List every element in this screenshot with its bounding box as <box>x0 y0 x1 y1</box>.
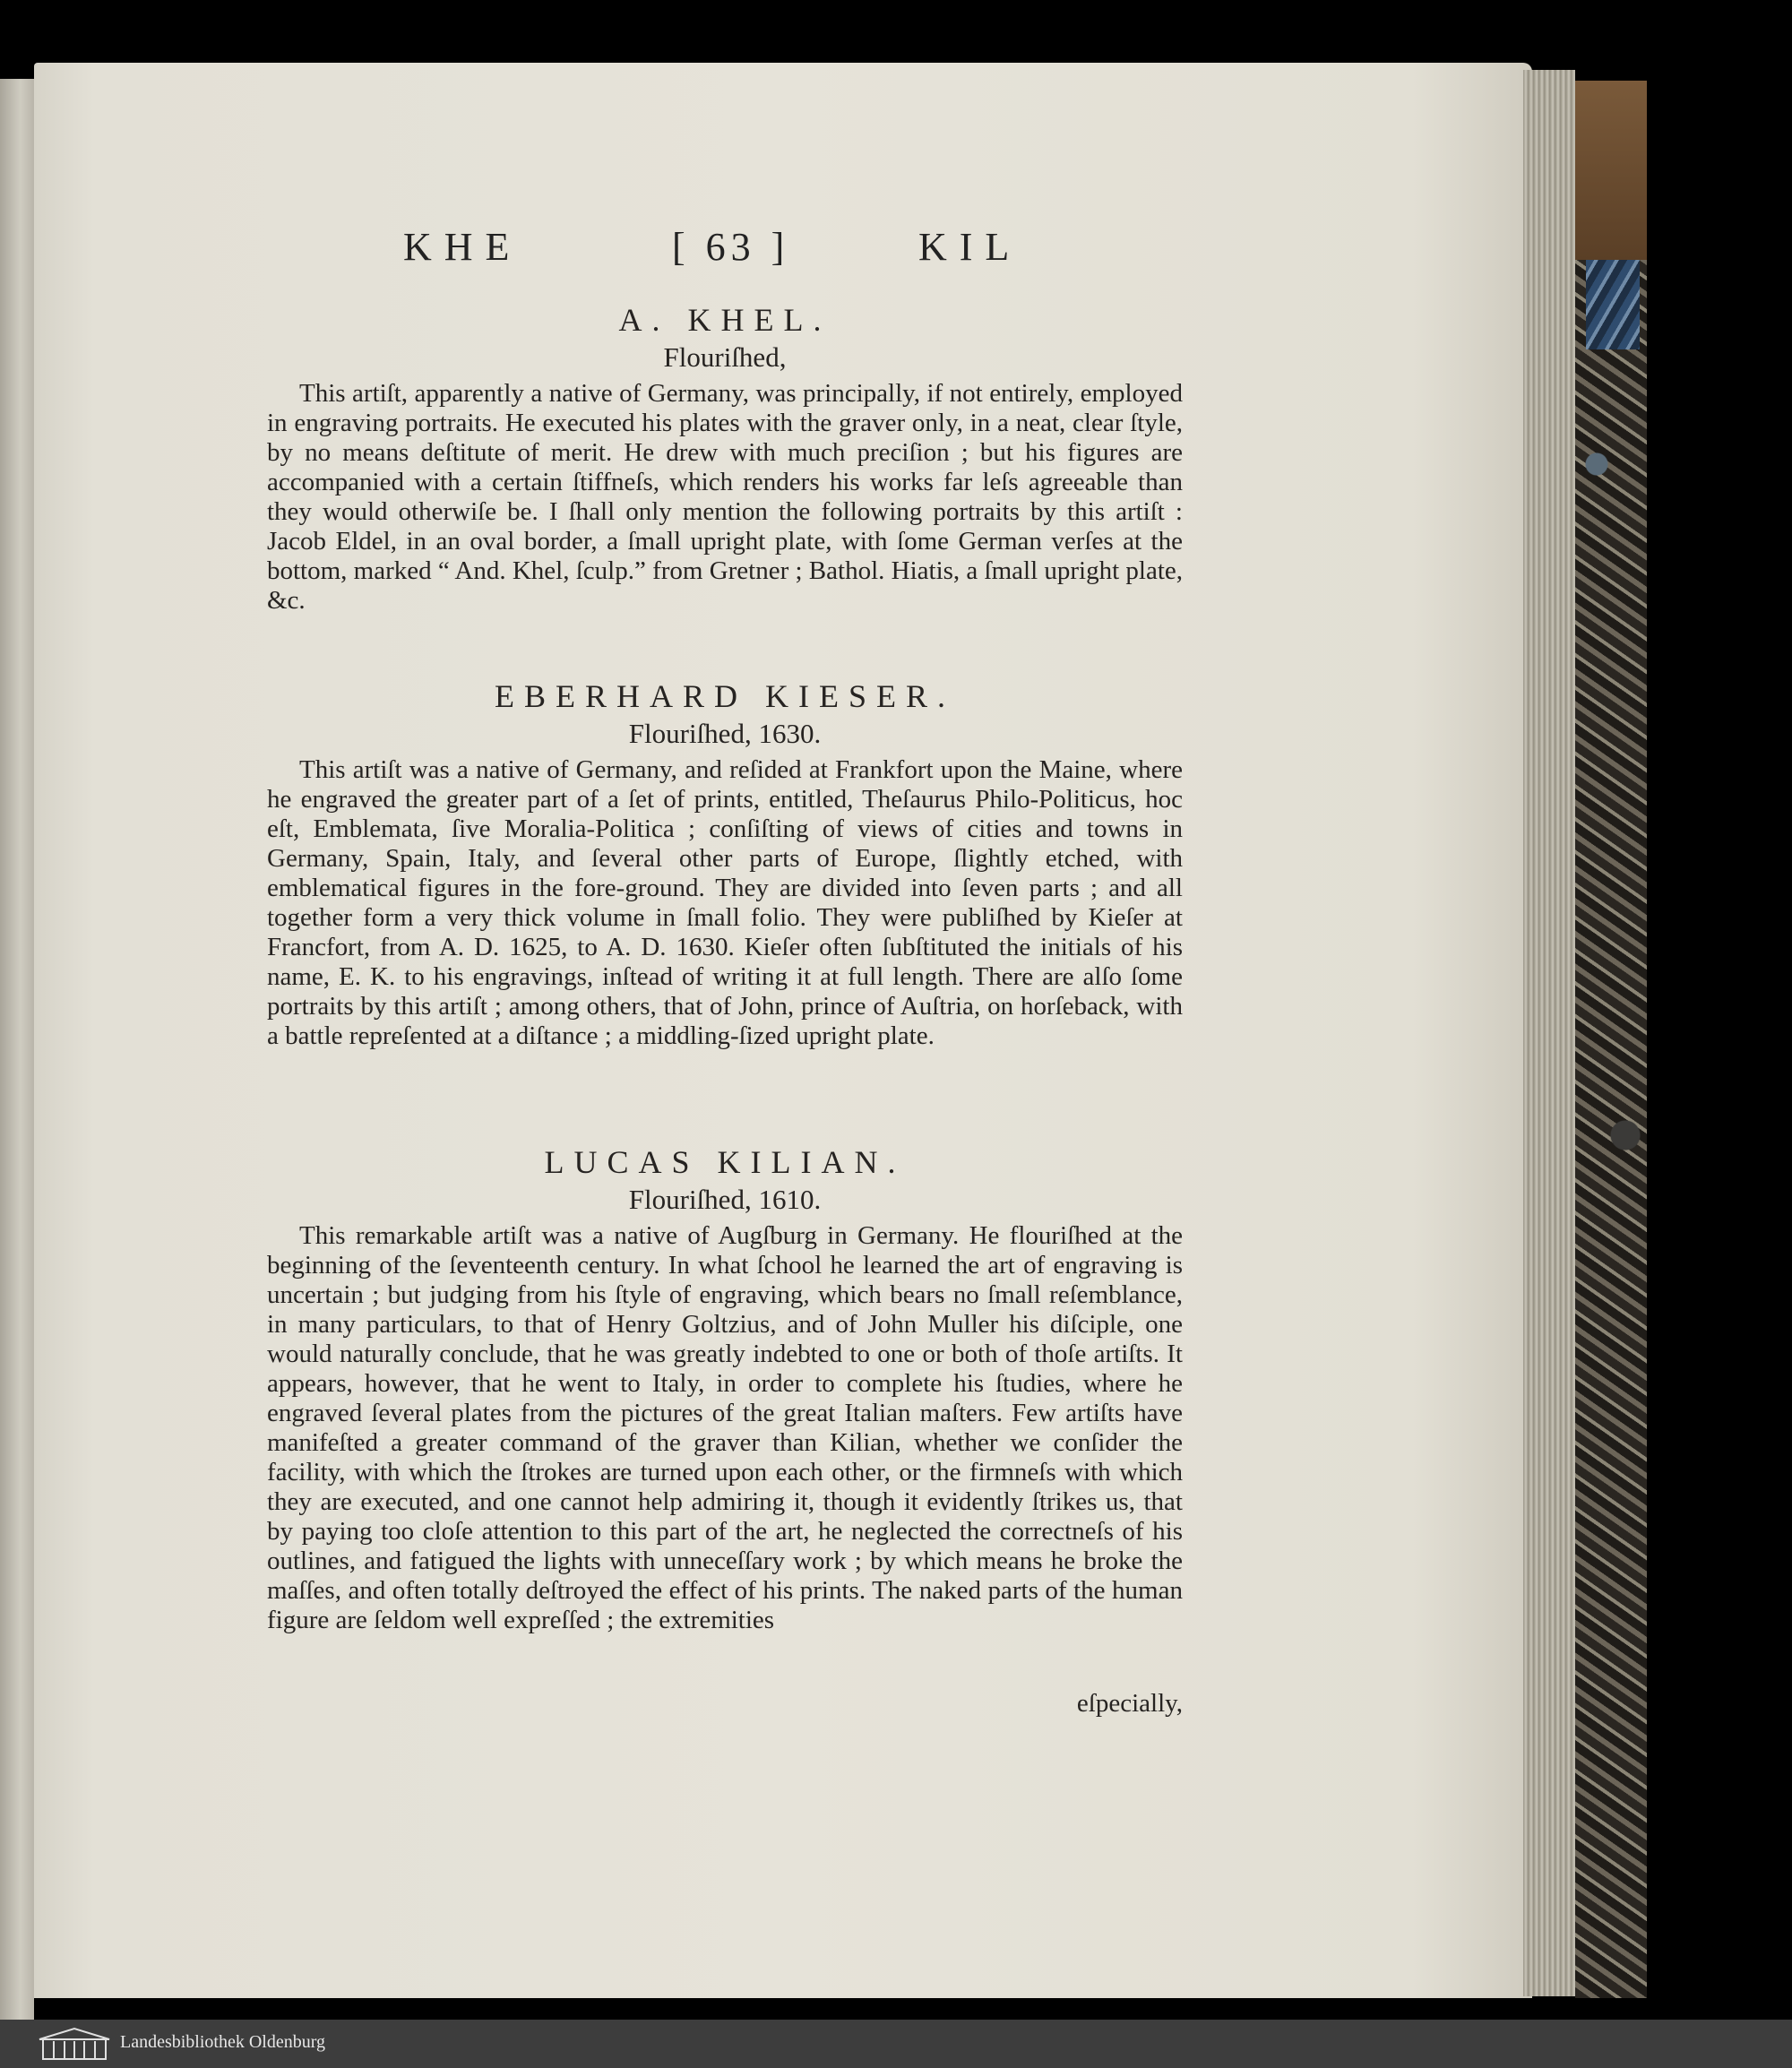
running-head-left: KHE <box>403 225 522 269</box>
footer-bar <box>0 2020 1792 2068</box>
entry-kieser <box>267 676 1183 1051</box>
marbled-cover <box>1575 81 1647 1998</box>
page-number: [ 63 ] <box>672 225 790 269</box>
cover-marbling <box>1586 260 1640 349</box>
running-head <box>403 224 1048 287</box>
entry-date: Flouriſhed, 1630. <box>628 718 822 749</box>
page-edges <box>1523 70 1575 1996</box>
library-logo-icon <box>36 2027 113 2063</box>
entry-date: Flouriſhed, <box>663 341 787 373</box>
running-head-right: KIL <box>918 225 1022 269</box>
entry-heading: A. KHEL. <box>618 302 831 338</box>
entry-heading: LUCAS KILIAN. <box>544 1144 906 1180</box>
left-page-edge <box>0 79 34 2023</box>
library-name: Landesbibliothek Oldenburg <box>120 2032 326 2052</box>
catchword: eſpecially, <box>1076 1689 1183 1718</box>
entry-date: Flouriſhed, 1610. <box>628 1184 822 1215</box>
entry-heading: EBERHARD KIESER. <box>494 678 955 714</box>
entry-text: This artiſt was a native of Germany, and reſided at Frankfort upon the Maine, where he engraved the greater part of a ſet of prints, entitled, Theſaurus Philo-Politicus, hoc eſt, Emblemata, ſive Moralia-Politica ; conſiſting of views of cities and towns in Germany, Spain, Italy, and ſeveral other parts of Europe, ſlightly etched, with emblematical figures in the fore-ground. They are divided into ſeven parts ; and all together form a very thick volume in ſmall folio. They were publiſhed by Kieſer at Francfort, from A. D. 1625, to A. D. 1630. Kieſer often ſubſtituted the initials of his name, E. K. to his engravings, inſtead of writing it at full length. There are alſo ſome portraits by this artiſt ; among others, that of John, prince of Auſtria, on horſeback, with a battle repreſented at a diſtance ; a middling-ſized upright plate. <box>267 755 1183 1050</box>
entry-kilian <box>267 1142 1183 1635</box>
entry-text: This artiſt, apparently a native of Germany, was principally, if not entirely, employed in engraving portraits. He executed his plates with the graver only, in a neat, clear ſtyle, by no means deſtitute of merit. He drew with much preciſion ; but his figures are accompanied with a certain ſtiffneſs, which renders his works far leſs agreeable than they would otherwiſe be. I ſhall only mention the following portraits by this artiſt : Jacob Eldel, in an oval border, a ſmall upright plate, with ſome German verſes at the bottom, marked “ And. Khel, ſculp.” from Gretner ; Bathol. Hiatis, a ſmall upright plate, &c. <box>267 379 1184 615</box>
entry-text: This remarkable artiſt was a native of Augſburg in Germany. He flouriſhed at the beginning of the ſeventeenth century. In what ſchool he learned the art of engraving is uncertain ; but judging from his ſtyle of engraving, which bears no ſmall reſemblance, in many particulars, to that of Henry Goltzius, and of John Muller his diſciple, one would naturally conclude, that he was greatly indebted to one or both of thoſe artiſts. It appears, however, that he went to Italy, in order to complete his ſtudies, where he engraved ſeveral plates from the pictures of the great Italian maſters. Few artiſts have manifeſted a greater command of the graver than Kilian, whether we conſider the facility, with which the ſtrokes are turned upon each other, or the firmneſs with which they are executed, and one cannot help admiring it, though it evidently ſtrikes us, that by paying too cloſe attention to this part of the art, he neglected the correctneſs of his outlines, and fatigued the lights with unneceſſary work ; by which means he broke the maſſes, and often totally deſtroyed the effect of his prints. The naked parts of the human figure are ſeldom well expreſſed ; the extremities <box>267 1221 1183 1634</box>
cover-spine <box>1575 81 1647 260</box>
entry-khel <box>267 300 1183 616</box>
